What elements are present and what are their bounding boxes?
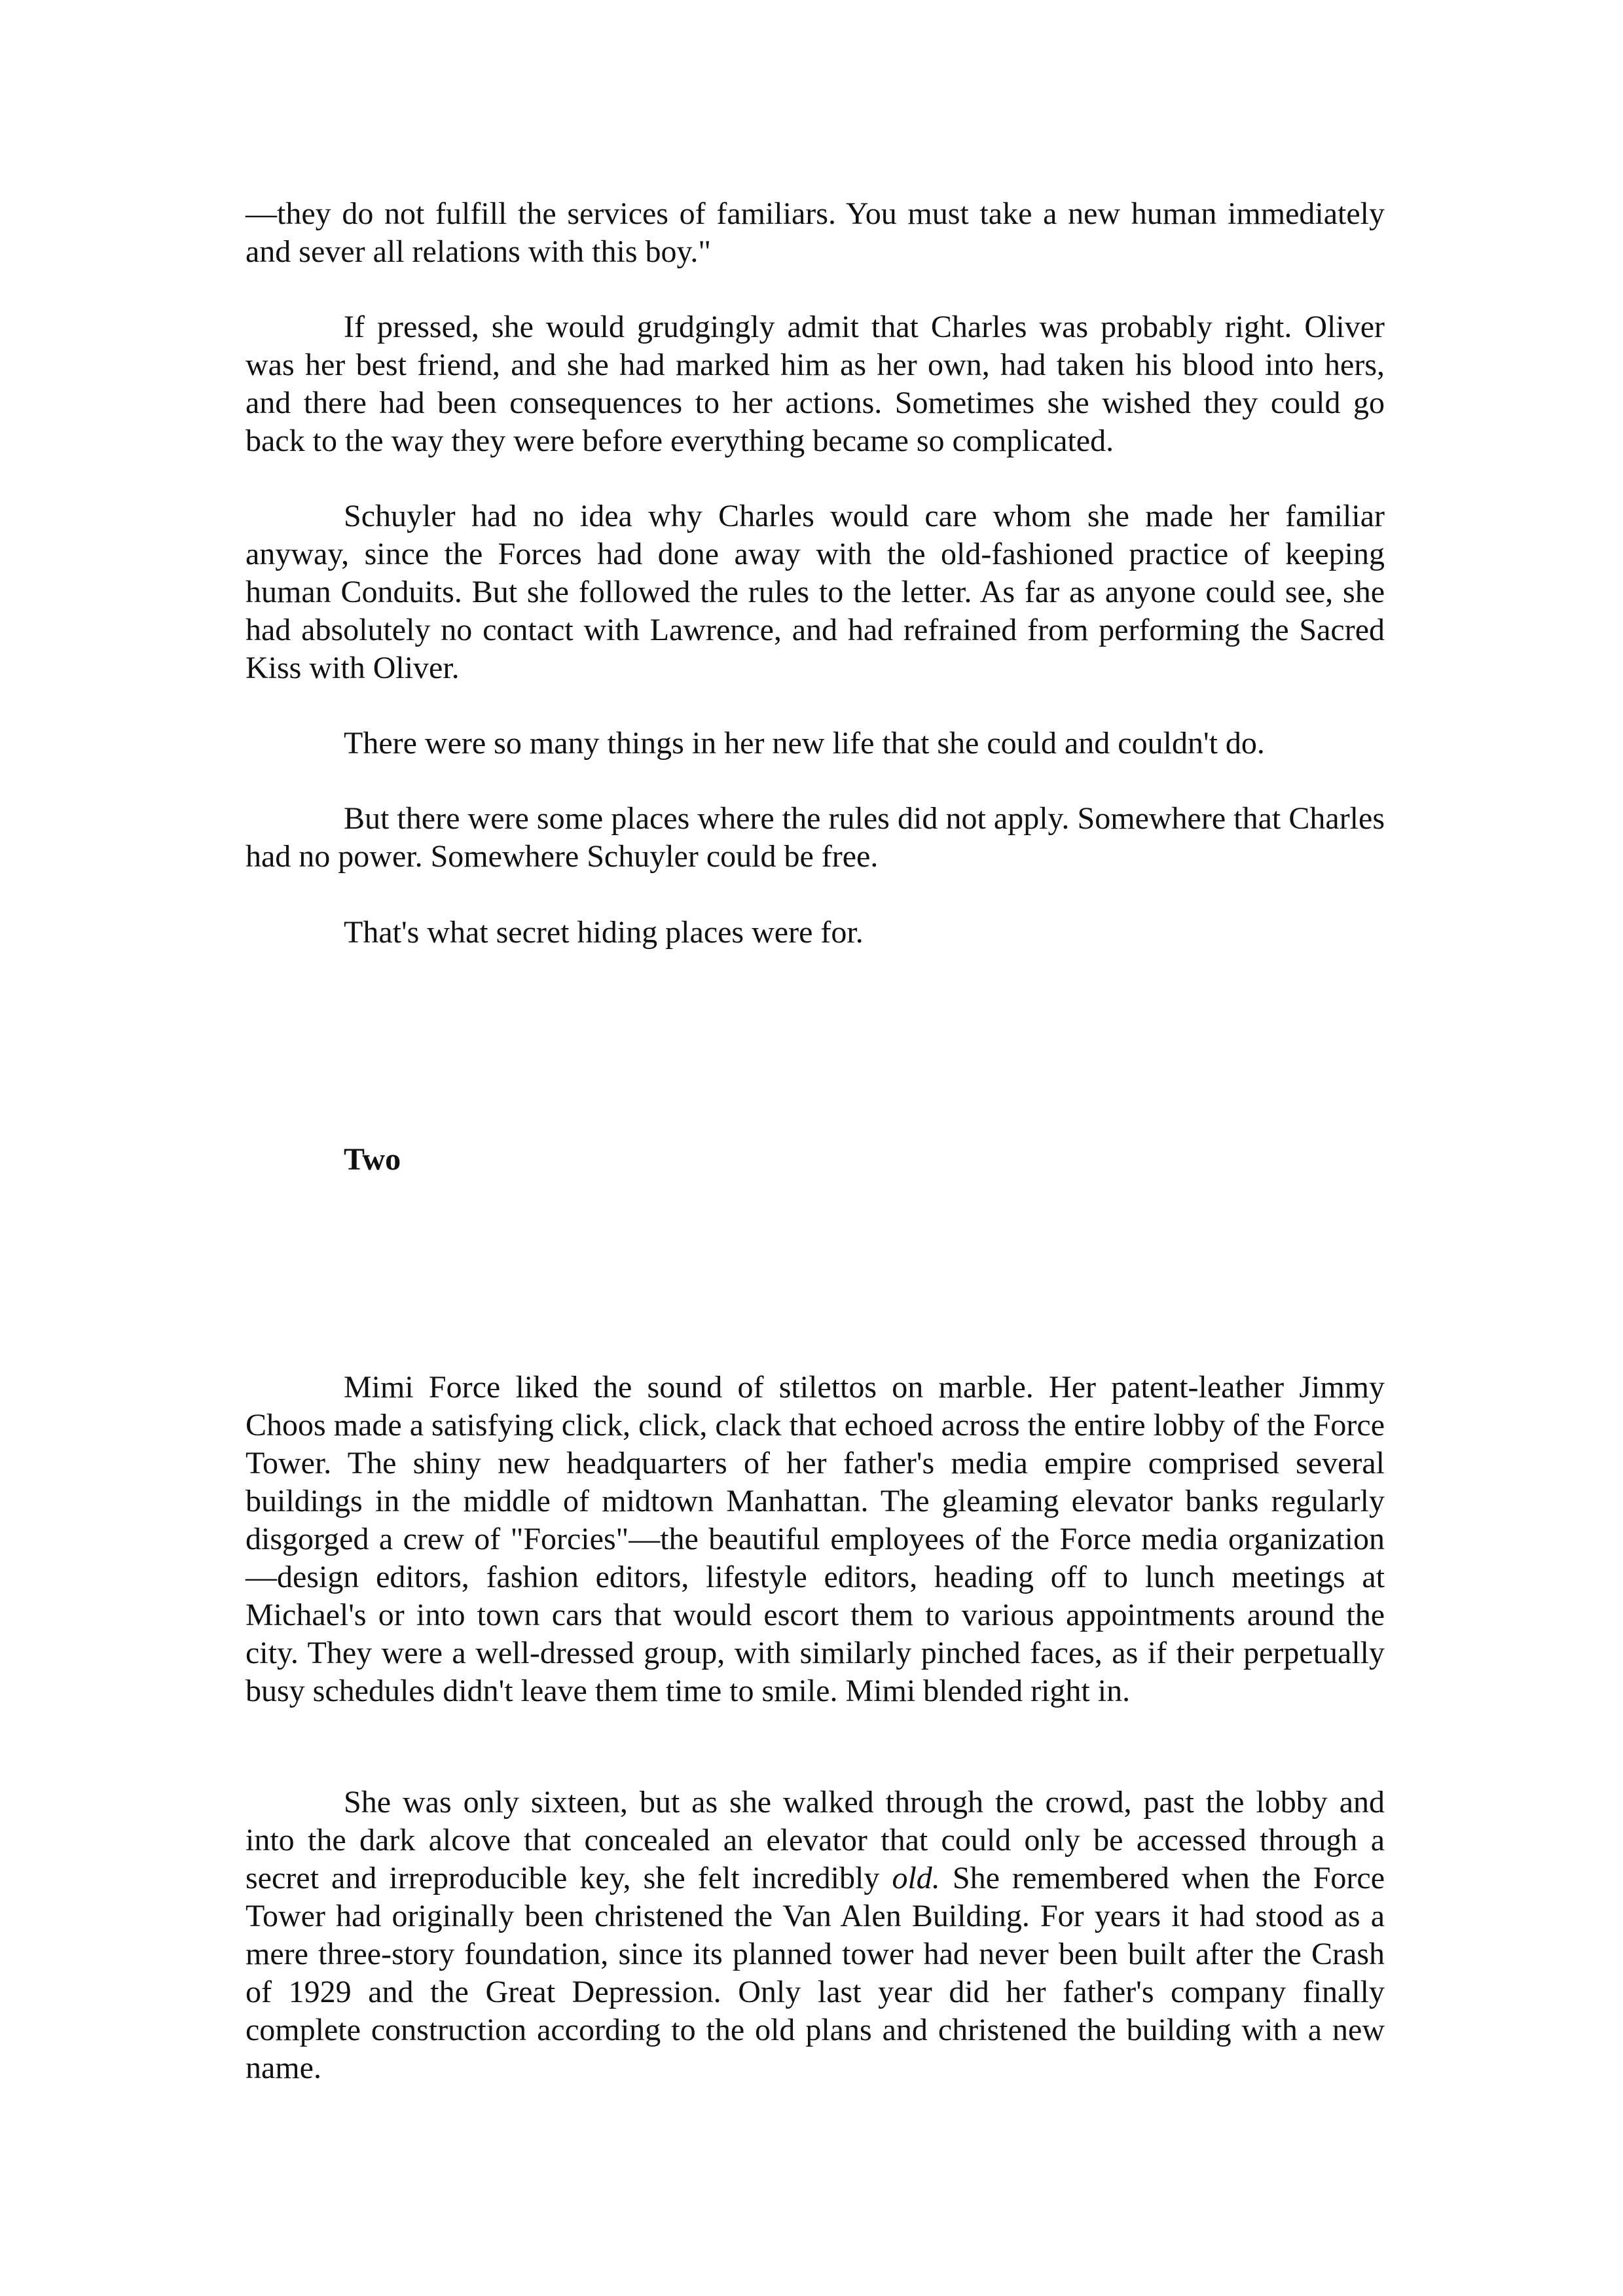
chapter-title: Two — [344, 1142, 401, 1177]
paragraph-dialogue-end: —they do not fulfill the services of familiars. You must take a new human immediately and sever all relations with this boy." — [246, 196, 1385, 269]
paragraph-hiding-places: That's what secret hiding places were for. — [344, 915, 864, 950]
paragraph-new-life: There were so many things in her new life that she could and couldn't do. — [344, 726, 1265, 761]
emphasis-old: old. — [892, 1861, 940, 1895]
paragraph-text-before-emphasis: She was only sixteen, but as she walked through the crowd, past the lobby and into the dark alcove that concealed an elevator that could only be accessed through a secret and irreproducible key, she felt incredibly — [246, 1785, 1385, 1895]
paragraph-force-tower — [246, 1784, 1385, 2087]
paragraph-places-free: But there were some places where the rules did not apply. Somewhere that Charles had no power. Somewhere Schuyler could be free. — [246, 801, 1385, 874]
paragraph-charles-right: If pressed, she would grudgingly admit that Charles was probably right. Oliver was her best friend, and she had marked him as her own, had taken his blood into hers, and there had been consequences to her actions. Sometimes she wished they could go back to the way they were before everything became so complicated. — [246, 310, 1385, 458]
paragraph-text-after-emphasis: She remembered when the Force Tower had originally been christened the Van Alen Building. For years it had stood as a mere three-story foundation, since its planned tower had never been built after the Crash of 1929 and the Great Depression. Only last year did her father's company finally complete construction according to the old plans and christened the building with a new name. — [246, 1861, 1385, 2085]
paragraph-schuyler-rules: Schuyler had no idea why Charles would care whom she made her familiar anyway, since the Forces had done away with the old-fashioned practice of keeping human Conduits. But she followed the rules to the letter. As far as anyone could see, she had absolutely no contact with Lawrence, and had refrained from performing the Sacred Kiss with Oliver. — [246, 499, 1385, 685]
paragraph-mimi-force: Mimi Force liked the sound of stilettos on marble. Her patent-leather Jimmy Choos made a satisfying click, click, clack that echoed across the entire lobby of the Force Tower. The shiny new headquarters of her father's media empire comprised several buildings in the middle of midtown Manhattan. The gleaming elevator banks regularly disgorged a crew of "Forcies"—the beautiful employees of the Force media organization—design editors, fashion editors, lifestyle editors, heading off to lunch meetings at Michael's or into town cars that would escort them to various appointments around the city. They were a well-dressed group, with similarly pinched faces, as if their perpetually busy schedules didn't leave them time to smile. Mimi blended right in. — [246, 1370, 1385, 1708]
